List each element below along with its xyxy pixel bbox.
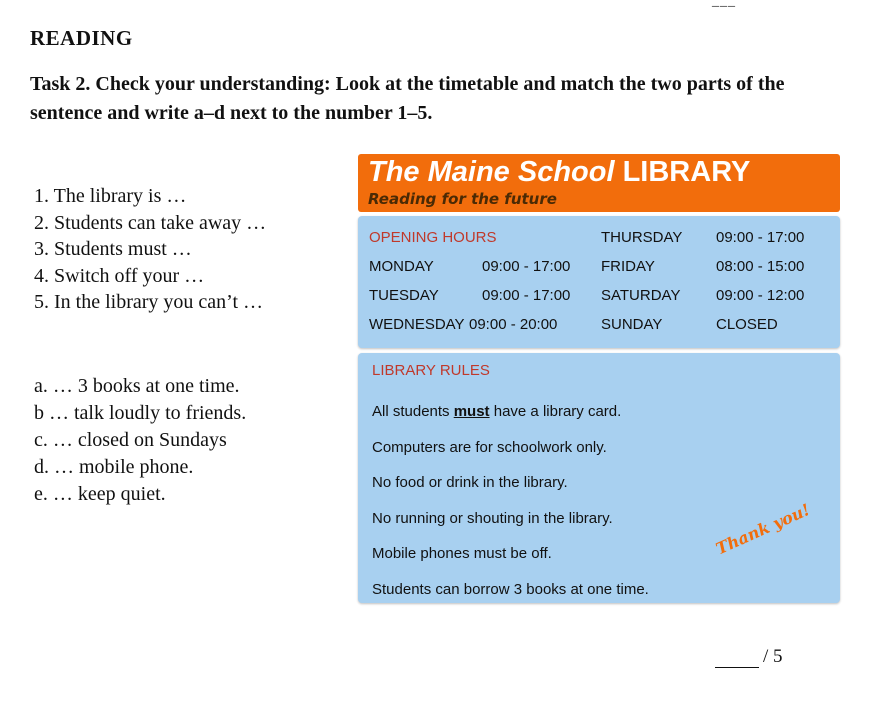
rule-item: Mobile phones must be off. — [372, 545, 552, 562]
hours-time: 08:00 - 15:00 — [716, 258, 805, 275]
top-mark: ___ — [712, 0, 736, 9]
score-total: / 5 — [763, 646, 783, 667]
library-rules-list — [372, 394, 649, 607]
library-title — [368, 156, 750, 189]
ending-c: c. … closed on Sundays — [34, 429, 227, 451]
library-title-word: LIBRARY — [622, 156, 751, 188]
hours-day: THURSDAY — [601, 229, 683, 246]
library-header — [358, 154, 840, 212]
hours-day: FRIDAY — [601, 258, 655, 275]
stem-4: 4. Switch off your … — [34, 264, 205, 287]
stem-3: 3. Students must … — [34, 238, 192, 260]
library-title-main: The Maine School — [368, 156, 615, 188]
stem-5: 5. In the library you can’t … — [34, 291, 264, 313]
hours-day: SATURDAY — [601, 287, 681, 304]
ending-e: e. … keep quiet. — [34, 483, 166, 505]
stem-1: 1. The library is … — [34, 185, 187, 207]
rule-item — [372, 394, 649, 430]
sentence-endings — [34, 373, 246, 508]
hours-day: WEDNESDAY — [369, 316, 465, 333]
score-box — [715, 646, 783, 668]
rule-item: Computers are for schoolwork only. — [372, 438, 607, 456]
hours-time: 09:00 - 20:00 — [469, 316, 558, 333]
hours-time: 09:00 - 17:00 — [482, 258, 571, 275]
hours-time: 09:00 - 12:00 — [716, 287, 805, 304]
ending-b: b … talk loudly to friends. — [34, 402, 247, 424]
hours-day: TUESDAY — [369, 287, 439, 304]
stem-2: 2. Students can take away … — [34, 211, 267, 234]
library-rules-label: LIBRARY RULES — [372, 362, 490, 379]
sentence-stems — [34, 183, 266, 316]
library-rules-panel — [358, 353, 840, 603]
hours-day: SUNDAY — [601, 316, 663, 333]
ending-d: d. … mobile phone. — [34, 456, 194, 478]
hours-time: CLOSED — [716, 316, 778, 333]
library-subtitle: Reading for the future — [368, 190, 557, 208]
rule-item: No running or shouting in the library. — [372, 509, 613, 527]
opening-hours-label: OPENING HOURS — [369, 229, 497, 246]
ending-a: a. … 3 books at one time. — [34, 375, 240, 397]
section-heading: READING — [30, 26, 133, 50]
thank-you-note: Thank you! — [713, 499, 813, 559]
rule-item: Students can borrow 3 books at one time. — [372, 580, 649, 598]
rule-emphasis: must — [453, 403, 490, 420]
hours-time: 09:00 - 17:00 — [716, 229, 805, 246]
task-instructions: Task 2. Check your understanding: Look at the timetable and match the two parts of the sentence and write a–d next to the number 1–5. — [30, 73, 785, 124]
rule-text: All students — [372, 403, 450, 420]
opening-hours-panel — [358, 216, 840, 348]
rule-item: No food or drink in the library. — [372, 474, 568, 491]
hours-day: MONDAY — [369, 258, 434, 275]
hours-time: 09:00 - 17:00 — [482, 287, 571, 304]
rule-text: have a library card. — [493, 403, 622, 420]
score-blank[interactable] — [715, 651, 759, 668]
